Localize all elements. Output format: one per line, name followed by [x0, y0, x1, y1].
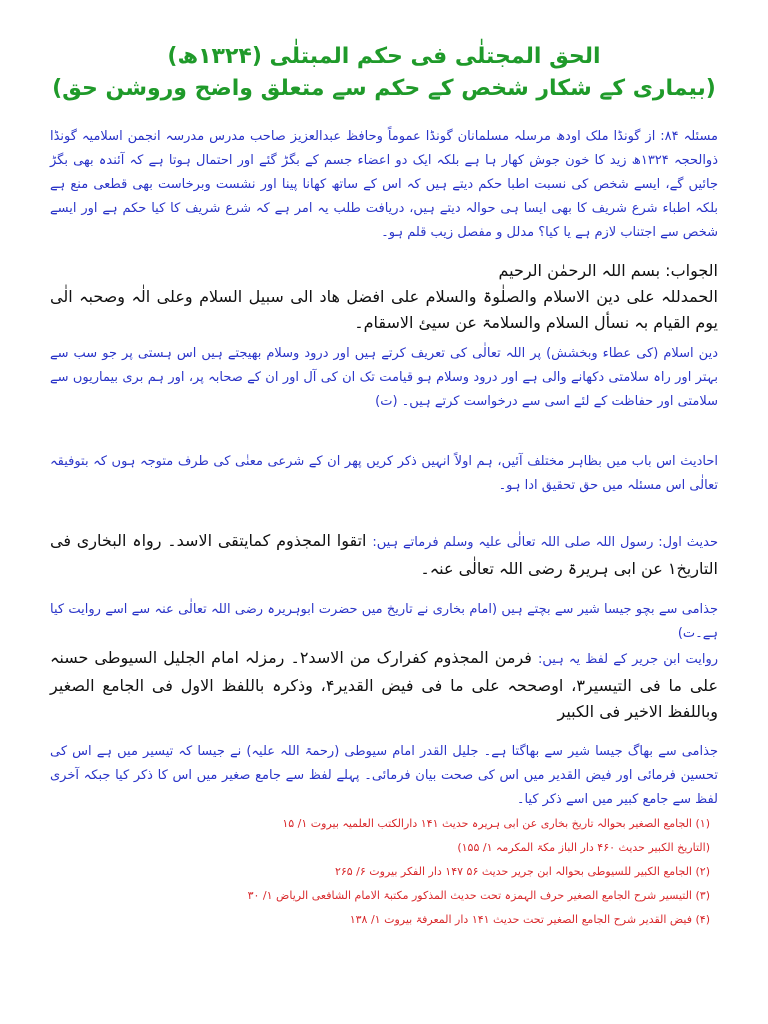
translation-paragraph-1: دین اسلام (کی عطاء وبخشش) پر اللہ تعالٰی کی تعریف کرتے ہیں اور درود وسلام بھیجتے ہیں اس ہستی پر جو سب سے بہتر اور راہ سلامتی دکھانے والی ہے اور درود وسلام ہو قیامت تک ان کی آل اور ان کے صحابہ پر، اور ہم بری بیماریوں سے سلامتی اور حفاظت کے لئے اسی سے درخواست کرتے ہیں۔ (ت)	[50, 346, 718, 409]
hadith-1	[50, 528, 718, 582]
hadith-2-translation: جذامی سے بھاگ جیسا شیر سے بھاگتا ہے۔ جلیل القدر امام سیوطی (رحمۃ اللہ علیہ) نے جیسا کہ تیسیر میں ہے اس کی تحسین فرمائی اور فیض القدیر میں اس کی صحت بیان فرمائی۔ پہلے لفظ سے جامع صغیر میں اس کا ذکر کیا جبکہ آخری لفظ سے جامع کبیر میں اسے ذکر کیا۔	[50, 744, 718, 807]
title-subtitle: (بیماری کے شکار شخص کے حکم سے متعلق واضح وروشن حق)	[52, 76, 716, 101]
footnote-item: (۴) فیض القدیر شرح الجامع الصغیر تحت حدیث ۱۴۱ دار المعرفۃ بیروت ۱/ ۱۳۸	[349, 913, 710, 926]
hadith-1-arabic: اتقوا المجذوم کمایتقی الاسد۔ رواہ البخاری فی التاریخ۱ عن ابی ہریرۃ رضی اللہ تعالٰی عنہ۔	[50, 531, 718, 578]
footnote-item: (۱) الجامع الصغیر بحوالہ تاریخ بخاری عن ابی ہریرہ حدیث ۱۴۱ دارالکتب العلمیہ بیروت ۱/ ۱۵	[282, 817, 710, 830]
translation-paragraph-2: احادیث اس باب میں بظاہر مختلف آئیں، ہم اولاً انہیں ذکر کریں پھر ان کے شرعی معنٰی کی طرف متوجہ ہوں کہ بتوفیقہ تعالٰی اس مسئلہ میں حق تحقیق ادا ہو۔	[50, 454, 718, 493]
question-paragraph: مسئلہ ۸۴: از گونڈا ملک اودھ مرسلہ مسلمانان گونڈا عموماً وحافظ عبدالعزیز صاحب مدرس مدرسہ انجمن اسلامیہ گونڈا ذوالحجہ ۱۳۲۴ھ زید کا خون جوش کھار ہا ہے بلکہ ایک دو اعضاء جسم کے بگڑ گئے اور احتمال ہوتا ہے کہ آئندہ بھی بگڑ جائیں گے، ایسے شخص کی نسبت اطبا حکم دیتے ہیں کہ اس کے ساتھ کھانا پینا اور نشست وبرخاست بھی قطعی منع ہے بلکہ اطباء شرع شریف کا بھی ایسا ہی حوالہ دیتے ہیں، دریافت طلب یہ امر ہے کہ شرع شریف کا کیا حکم ہے اور ایسے شخص سے اجتناب لازم ہے یا کیا؟ مدلل و مفصل زیب قلم ہو۔	[50, 129, 718, 240]
hadith-2-label: روایت ابن جریر کے لفظ یہ ہیں:	[538, 652, 718, 667]
answer-section	[50, 258, 718, 336]
hadith-2	[50, 645, 718, 725]
answer-label: الجواب: بسم اللہ الرحمٰن الرحیم	[498, 261, 718, 280]
footnotes	[60, 812, 710, 932]
answer-arabic-text: الحمدللہ علی دین الاسلام والصلٰوۃ والسلام علی افضل ھاد الی سبیل السلام وعلی الٰہ وصحبہ الٰی یوم القیام بہ نسأل السلام والسلامۃ عن سیئ الاسقام۔	[50, 287, 718, 332]
hadith-2-arabic: فرمن المجذوم کفرارک من الاسد۲۔ رمزلہ امام الجلیل السیوطی حسنہ علی ما فی التیسیر۳، اوصححہ علی ما فی فیض القدیر۴، وذکرہ باللفظ الاول فی الجامع الصغیر وباللفظ الاخیر فی الکبیر	[50, 648, 719, 721]
footnote-item: (۲) الجامع الکبیر للسیوطی بحوالہ ابن جریر حدیث ۵۶ ۱۴۷ دار الفکر بیروت ۶/ ۲۶۵	[334, 865, 710, 878]
footnote-item: (۳) التیسیر شرح الجامع الصغیر حرف الہمزہ تحت حدیث المذکور مکتبۃ الامام الشافعی الریاض ۱/ ۳۰	[247, 889, 710, 902]
footnote-item: (التاریخ الکبیر حدیث ۴۶۰ دار الباز مکۃ المکرمہ ۱/ ۱۵۵)	[457, 841, 710, 854]
title-main: الحق المجتلٰی فی حکم المبتلٰی (۱۳۲۴ھ)	[167, 44, 601, 69]
hadith-1-translation: جذامی سے بچو جیسا شیر سے بچتے ہیں (امام بخاری نے تاریخ میں حضرت ابوہریرہ رضی اللہ تعالٰی عنہ سے اسے روایت کیا ہے۔ت)	[50, 602, 718, 641]
hadith-1-label: حدیث اول: رسول اللہ صلی اللہ تعالٰی علیہ وسلم فرماتے ہیں:	[372, 535, 719, 550]
